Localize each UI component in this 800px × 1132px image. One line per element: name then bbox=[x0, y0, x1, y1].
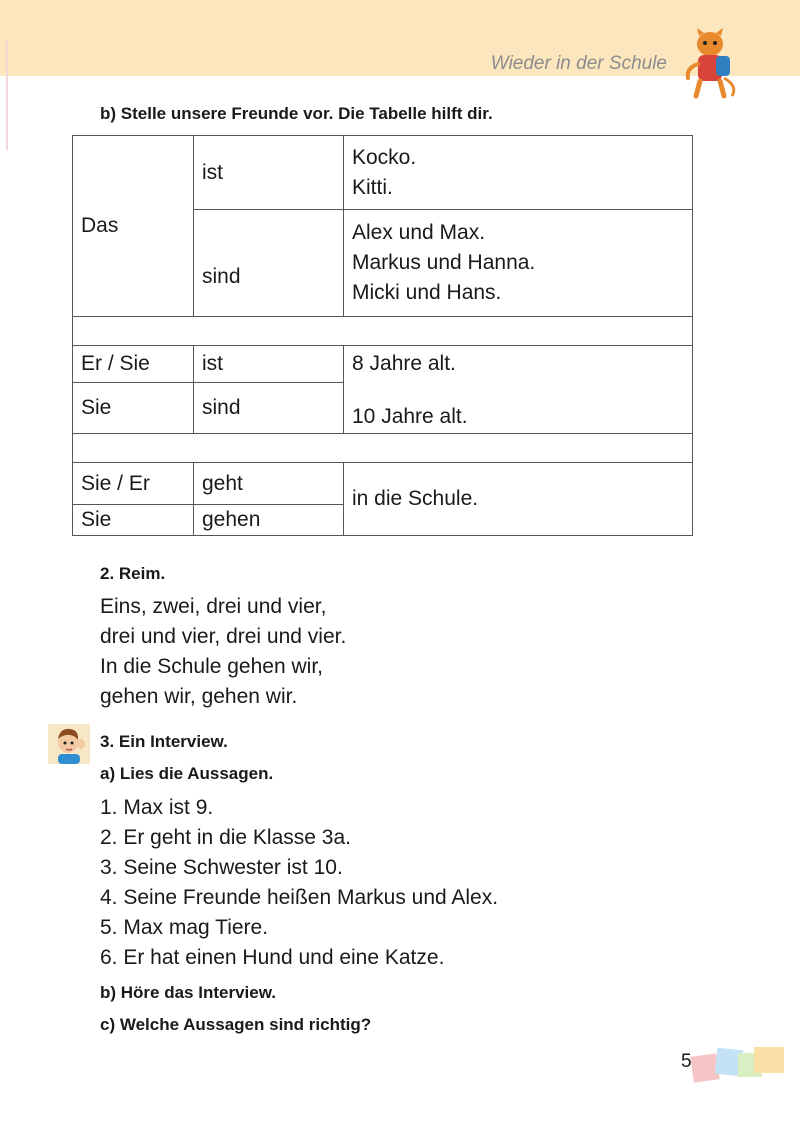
task-2-heading: 2. Reim. bbox=[100, 564, 166, 583]
statement-item: 6. Er hat einen Hund und eine Katze. bbox=[100, 946, 445, 969]
table-cell-subject: Er / Sie bbox=[73, 346, 194, 383]
table-cell-destination: in die Schule. bbox=[344, 463, 693, 536]
statement-item: 5. Max mag Tiere. bbox=[100, 916, 269, 939]
table-spacer-row bbox=[73, 317, 693, 346]
task-3c-instruction: c) Welche Aussagen sind richtig? bbox=[100, 1015, 372, 1034]
statement-item: 2. Er geht in die Klasse 3a. bbox=[100, 826, 351, 849]
table-cell-verb: ist bbox=[194, 346, 344, 383]
table-cell-names bbox=[344, 210, 693, 317]
statement-item: 1. Max ist 9. bbox=[100, 796, 214, 819]
statement-item: 3. Seine Schwester ist 10. bbox=[100, 856, 343, 879]
margin-mark bbox=[6, 40, 8, 150]
cat-mascot-icon bbox=[680, 28, 740, 100]
table-cell-verb: sind bbox=[194, 383, 344, 434]
chapter-title: Wieder in der Schule bbox=[490, 53, 667, 74]
page-number: 5 bbox=[681, 1051, 692, 1072]
table-cell-subject: Das bbox=[73, 136, 194, 317]
rhyme-line: In die Schule gehen wir, bbox=[100, 655, 323, 678]
rhyme-line: Eins, zwei, drei und vier, bbox=[100, 595, 327, 618]
grammar-table bbox=[72, 135, 693, 536]
task-3a-instruction: a) Lies die Aussagen. bbox=[100, 764, 274, 783]
name-line: Micki und Hans. bbox=[352, 281, 502, 304]
task-3-heading: 3. Ein Interview. bbox=[100, 732, 228, 751]
age-line: 8 Jahre alt. bbox=[352, 352, 456, 375]
table-cell-subject: Sie bbox=[73, 505, 194, 536]
name-line: Markus und Hanna. bbox=[352, 251, 536, 274]
age-line: 10 Jahre alt. bbox=[352, 405, 468, 428]
task-b-instruction: b) Stelle unsere Freunde vor. Die Tabelle hilft dir. bbox=[100, 104, 493, 123]
table-spacer-row bbox=[73, 434, 693, 463]
table-cell-verb: geht bbox=[194, 463, 344, 505]
table-cell-age bbox=[344, 346, 693, 434]
table-cell-verb: sind bbox=[194, 210, 344, 317]
table-cell-verb: ist bbox=[194, 136, 344, 210]
rhyme bbox=[100, 592, 346, 712]
statements-list bbox=[100, 793, 498, 973]
name-line: Kitti. bbox=[352, 175, 393, 199]
table-cell-names bbox=[344, 136, 693, 210]
rhyme-line: drei und vier, drei und vier. bbox=[100, 625, 347, 648]
task-3b-instruction: b) Höre das Interview. bbox=[100, 983, 277, 1002]
table-cell-subject: Sie / Er bbox=[73, 463, 194, 505]
table-cell-subject: Sie bbox=[73, 383, 194, 434]
name-line: Kocko. bbox=[352, 145, 417, 169]
table-cell-verb: gehen bbox=[194, 505, 344, 536]
statement-item: 4. Seine Freunde heißen Markus und Alex. bbox=[100, 886, 499, 909]
name-line: Alex und Max. bbox=[352, 221, 486, 244]
child-listening-icon bbox=[48, 724, 90, 764]
colored-paper-corner-icon bbox=[690, 1045, 785, 1085]
rhyme-line: gehen wir, gehen wir. bbox=[100, 685, 298, 708]
